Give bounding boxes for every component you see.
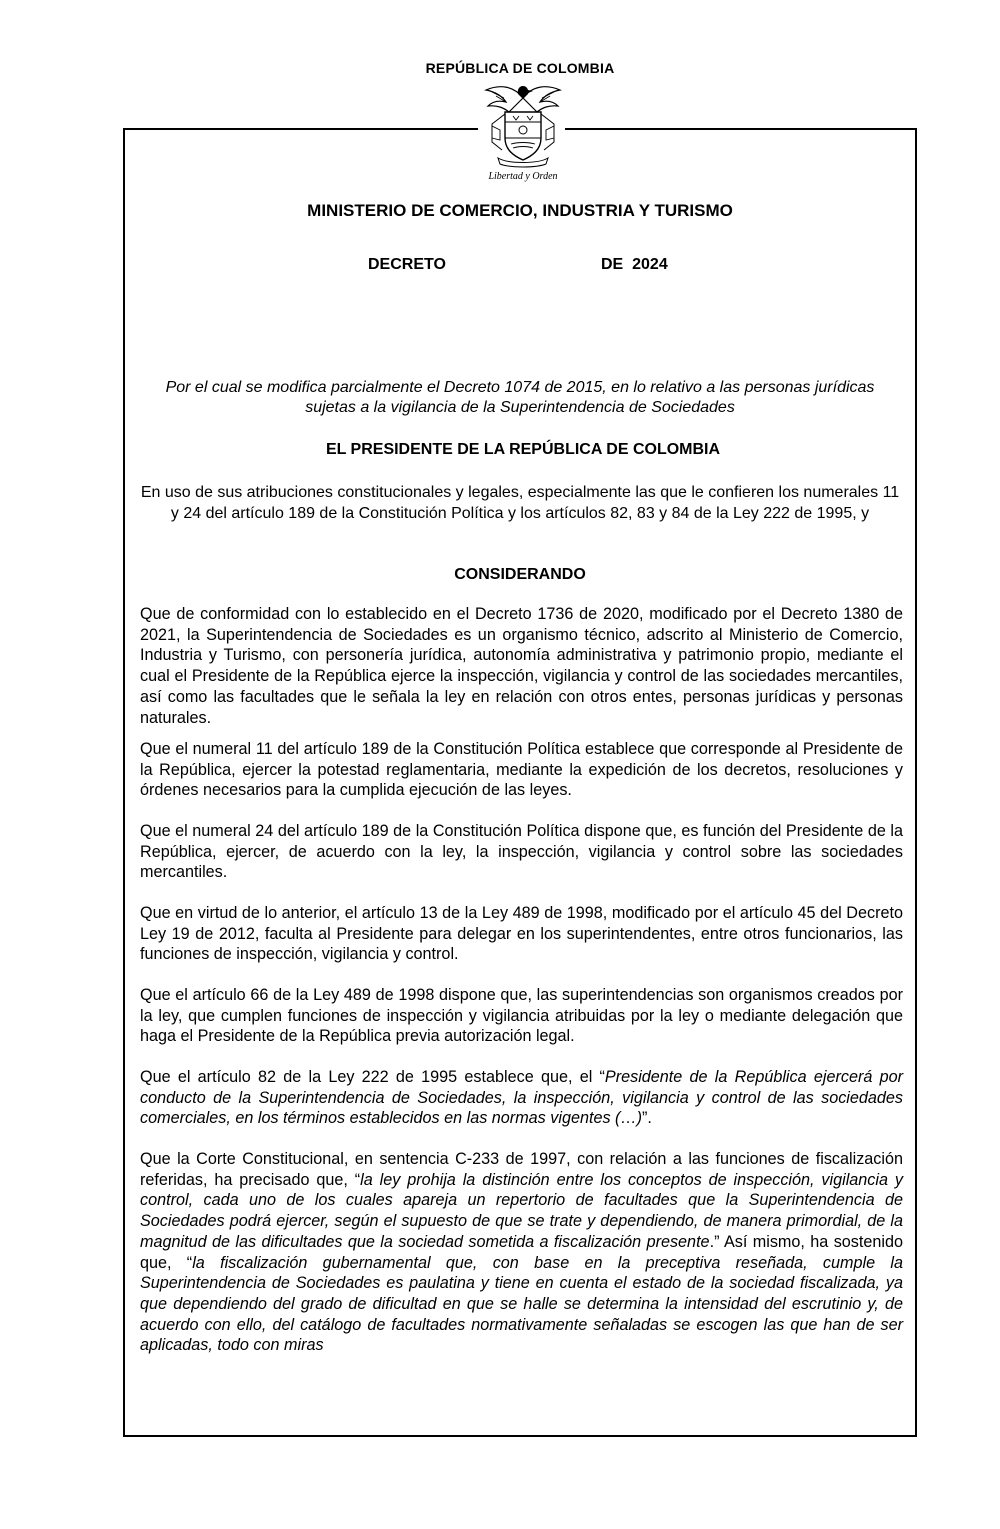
considering-paragraph-4: Que en virtud de lo anterior, el artículo 13 de la Ley 489 de 1998, modificado por el artículo 45 del Decreto Ley 19 de 2012, faculta al Presidente para delegar en los superintendentes, entre otros funcionarios, las funciones de inspección, vigilancia y control. (140, 904, 903, 964)
considering-paragraph-6 (140, 1067, 903, 1129)
page-frame-bottom (123, 1435, 917, 1437)
page-frame-left (123, 128, 125, 1437)
page-frame-top-left (123, 128, 478, 130)
decree-label: DECRETO (368, 256, 446, 273)
considering-paragraph-5: Que el artículo 66 de la Ley 489 de 1998 dispone que, las superintendencias son organismos creados por la ley, que cumplen funciones de inspección y vigilancia atribuidas por la ley o mediante delegación que haga el Presidente de la República previa autorización legal. (140, 986, 903, 1046)
considering-heading: CONSIDERANDO (454, 566, 586, 583)
paragraph-7-quote-2: la fiscalización gubernamental que, con base en la preceptiva reseñada, cumple la Superintendencia de Sociedades es paulatina y tiene en cuenta el estado de la sociedad fiscalizada, ya que dependiendo del grado de dificultad en que se halle se determina la intensidad del escrutinio y, de acuerdo con ello, del catálogo de facultades normativamente señaladas se escogen las que han de ser aplicadas, todo con miras (140, 1253, 903, 1355)
faculties-paragraph: En uso de sus atribuciones constitucionales y legales, especialmente las que le confieren los numerales 11 y 24 del artículo 189 de la Constitución Política y los artículos 82, 83 y 84 de la Ley 222 de 1995, y (140, 484, 900, 522)
coat-of-arms-seal (478, 80, 568, 184)
considering-paragraph-3: Que el numeral 24 del artículo 189 de la Constitución Política dispone que, es función del Presidente de la República, ejercer, de acuerdo con la ley, la inspección, vigilancia y control sobre las sociedades mercantiles. (140, 822, 903, 882)
decree-year: DE 2024 (601, 256, 668, 273)
paragraph-6-lead: Que el artículo 82 de la Ley 222 de 1995 establece que, el “ (140, 1068, 605, 1086)
ministry-title: MINISTERIO DE COMERCIO, INDUSTRIA Y TURISMO (307, 201, 733, 220)
paragraph-6-quote: Presidente de la República ejercerá por conducto de la Superintendencia de Sociedades, la inspección, vigilancia y control de las sociedades comerciales, en los términos establecidos en las normas vigentes (…) (140, 1068, 903, 1128)
country-header: REPÚBLICA DE COLOMBIA (425, 60, 615, 76)
president-heading: EL PRESIDENTE DE LA REPÚBLICA DE COLOMBIA (325, 441, 721, 458)
paragraph-7-mid: .” Así mismo, ha sostenido que, “ (140, 1232, 903, 1272)
paragraph-7-lead: Que la Corte Constitucional, en sentencia C-233 de 1997, con relación a las funciones de fiscalización referidas, ha precisado que, “ (140, 1150, 903, 1189)
considering-body (140, 604, 903, 1356)
decree-epigraph: Por el cual se modifica parcialmente el Decreto 1074 de 2015, en lo relativo a las personas jurídicas sujetas a la vigilancia de la Superintendencia de Sociedades (165, 379, 875, 416)
paragraph-7-quote-1: la ley prohija la distinción entre los conceptos de inspección, vigilancia y control, cada uno de los cuales apareja un repertorio de facultades que la Superintendencia de Sociedades podrá ejercer, según el supuesto de que se trate y dependiendo, de manera primordial, de la magnitud de las dificultades que la sociedad sometida a fiscalización presente (140, 1170, 903, 1251)
paragraph-6-tail: ”. (642, 1109, 652, 1128)
considering-paragraph-7 (140, 1149, 903, 1356)
page-frame-right (915, 128, 917, 1437)
considering-paragraph-2: Que el numeral 11 del artículo 189 de la Constitución Política establece que corresponde al Presidente de la República, ejercer la potestad reglamentaria, mediante la expedición de los decretos, resoluciones y órdenes necesarios para la cumplida ejecución de las leyes. (140, 740, 903, 800)
considering-paragraph-1: Que de conformidad con lo establecido en el Decreto 1736 de 2020, modificado por el Decreto 1380 de 2021, la Superintendencia de Sociedades es un organismo técnico, adscrito al Ministerio de Comercio, Industria y Turismo, con personería jurídica, autonomía administrativa y patrimonio propio, mediante el cual el Presidente de la República ejerce la inspección, vigilancia y control de las sociedades mercantiles, así como las facultades que le señala la ley en relación con otros entes, personas jurídicas y personas naturales. (140, 605, 903, 727)
page-frame-top-right (565, 128, 917, 130)
motto-text: Libertad y Orden (488, 171, 558, 182)
